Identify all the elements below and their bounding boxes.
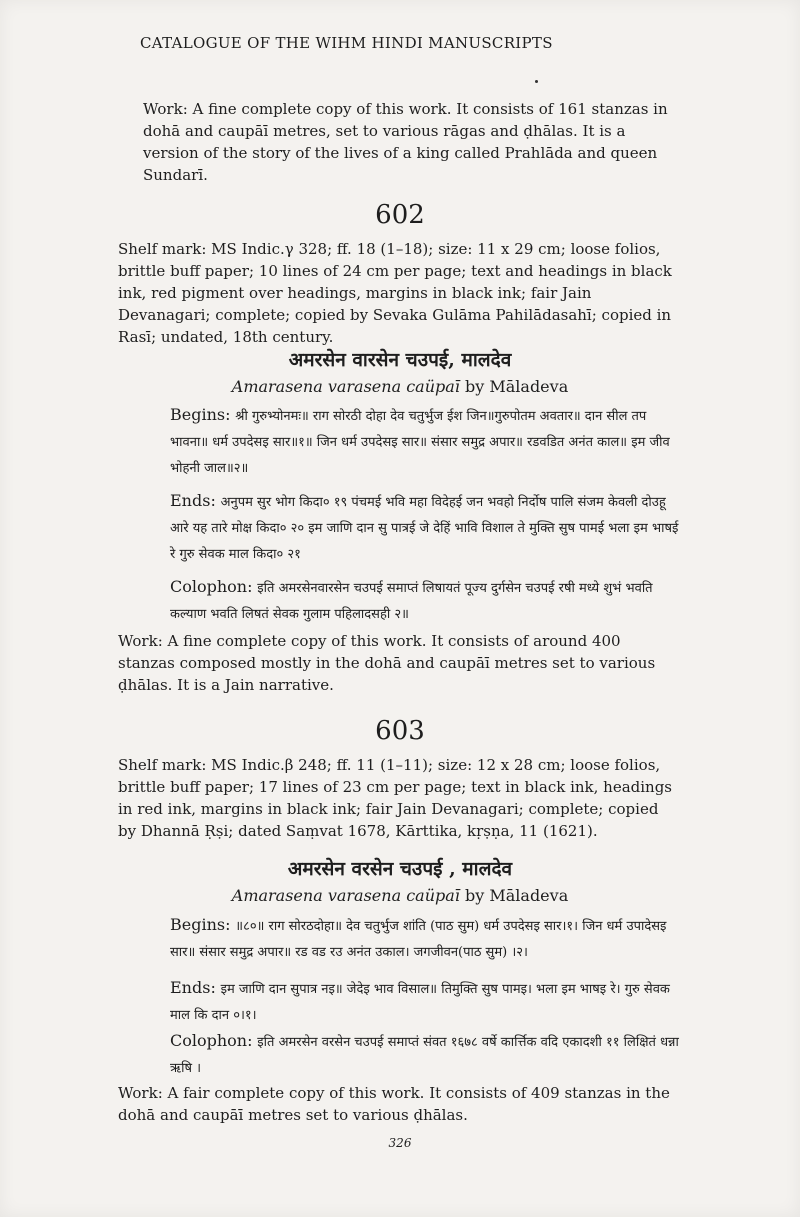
shelfmark-602: Shelf mark: MS Indic.γ 328; ff. 18 (1–18); size: 11 x 29 cm; loose folios, brittle buff paper; 10 lines of 24 cm per page; text and headings in black ink, red pigment over headings, margins in black ink; fair Jain Devanagari; complete; copied by Sevaka Gulāma Pahilādasahī; copied in Rasī; undated, 18th century. xyxy=(118,240,672,346)
page-number: 326 xyxy=(388,1136,412,1150)
work-note-603: Work: A fair complete copy of this work. It consists of 409 stanzas in the dohā and caupāī metres set to various ḍhālas. xyxy=(118,1084,670,1124)
title-roman-602 xyxy=(0,377,800,396)
begins-label: Begins: xyxy=(170,405,231,424)
title-devanagari-603: अमरसेन वरसेन चउपई , मालदेव xyxy=(287,858,513,880)
speck-mark xyxy=(535,80,538,83)
begins-602 xyxy=(170,402,680,481)
entry-number-602: 602 xyxy=(375,200,425,230)
ends-602 xyxy=(170,488,680,567)
title-devanagari-602: अमरसेन वारसेन चउपई, मालदेव xyxy=(288,349,512,371)
ends-label: Ends: xyxy=(170,978,216,997)
title-roman-italic-603: Amarasena varasena caüpaī xyxy=(231,886,460,905)
begins-text: ॥८०॥ राग सोरठदोहा॥ देव चतुर्भुज शांति (पाठ सुम) धर्म उपदेसइ सार।१। जिन धर्म उपादेसइ सार॥ संसार समुद्र अपार॥ रड वड रउ अनंत उकाल। जगजीवन(पाठ सुम) ।२। xyxy=(170,919,667,960)
colophon-text: इति अमरसेनवारसेन चउपई समाप्तं लिषायतं पूज्य दुर्गसेन चउपई रषी मध्ये शुभं भवति कल्याण भवति लिषतं सेवक गुलाम पहिलादसही २॥ xyxy=(170,581,653,622)
begins-label: Begins: xyxy=(170,915,231,934)
title-roman-italic-602: Amarasena varasena caüpaī xyxy=(231,377,460,396)
previous-entry-work-note: Work: A fine complete copy of this work. It consists of 161 stanzas in dohā and caupāī metres, set to various rāgas and ḍhālas. It is a version of the story of the lives of a king called Prahlāda and queen Sundarī. xyxy=(143,100,668,184)
title-roman-603 xyxy=(0,886,800,905)
ends-label: Ends: xyxy=(170,491,216,510)
title-roman-author-602: by Māladeva xyxy=(459,377,569,396)
colophon-603 xyxy=(170,1028,680,1081)
title-roman-author-603: by Māladeva xyxy=(459,886,569,905)
begins-text: श्री गुरुभ्योनमः॥ राग सोरठी दोहा देव चतुर्भुज ईश जिन॥गुरुपोतम अवतार॥ दान सील तप भावना॥ धर्म उपदेसइ सार॥१॥ जिन धर्म उपदेसइ सार॥ संसार समुद्र अपार॥ रडवडित अनंत काल॥ इम जीव भोहनी जाल॥२॥ xyxy=(170,409,670,476)
running-head: CATALOGUE OF THE WIHM HINDI MANUSCRIPTS xyxy=(140,34,553,52)
ends-text: अनुपम सुर भोग किदा० १९ पंचमई भवि महा विदेहई जन भवहो निर्दोष पालि संजम केवली दोउहू आरे यह तारे मोक्ष किदा० २० इम जाणि दान सु पात्रई जे देहिं भावि विशाल ते मुक्ति सुष पामई भला इम भाषई रे गुरु सेवक माल किदा० २१ xyxy=(170,495,679,562)
begins-603 xyxy=(170,912,680,965)
shelfmark-603: Shelf mark: MS Indic.β 248; ff. 11 (1–11); size: 12 x 28 cm; loose folios, brittle buff paper; 17 lines of 23 cm per page; text in black ink, headings in red ink, margins in black ink; fair Jain Devanagari; complete; copied by Dhannā Ṛṣi; dated Saṃvat 1678, Kārttika, kṛṣṇa, 11 (1621). xyxy=(118,756,672,840)
colophon-602 xyxy=(170,574,680,627)
entry-number-603: 603 xyxy=(375,716,425,746)
colophon-label: Colophon: xyxy=(170,577,253,596)
work-note-602: Work: A fine complete copy of this work. It consists of around 400 stanzas composed mostly in the dohā and caupāī metres set to various ḍhālas. It is a Jain narrative. xyxy=(118,632,656,694)
colophon-text: इति अमरसेन वरसेन चउपई समाप्तं संवत १६७८ वर्षे कार्त्तिक वदि एकादशी ११ लिक्षितं धन्ना ऋषि । xyxy=(170,1035,679,1076)
ends-603 xyxy=(170,975,680,1028)
ends-text: इम जाणि दान सुपात्र नइ॥ जेदेइ भाव विसाल॥ तिमुक्ति सुष पामइ। भला इम भाषइ रे। गुरु सेवक माल कि दान ०।१। xyxy=(170,982,670,1023)
colophon-label: Colophon: xyxy=(170,1031,253,1050)
